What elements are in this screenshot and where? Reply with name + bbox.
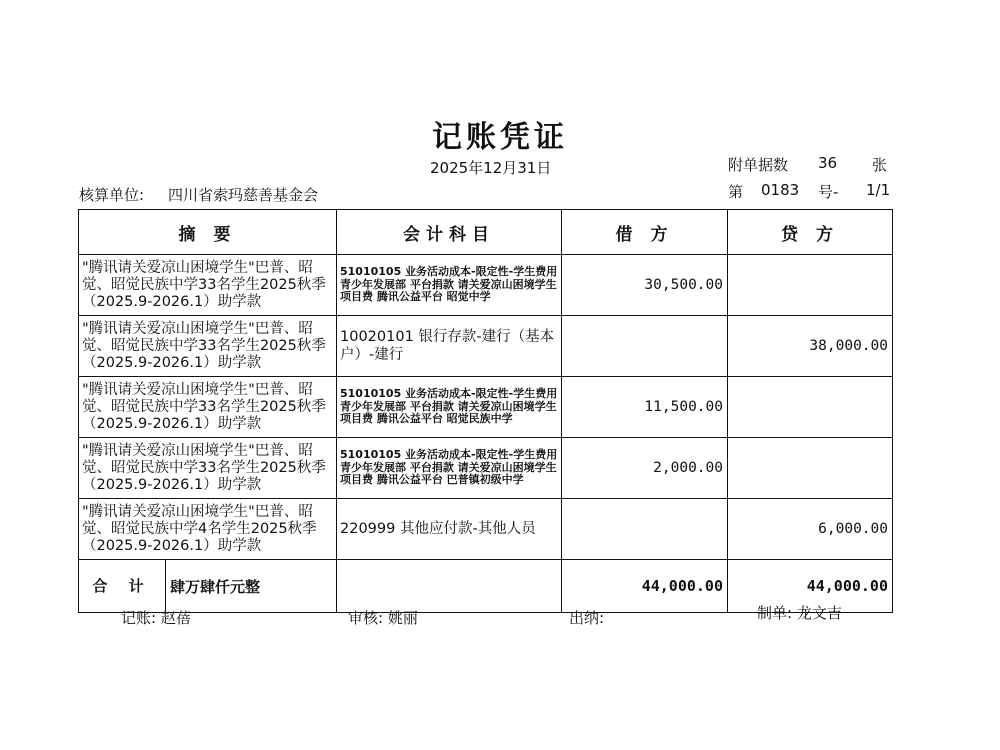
voucher-prefix: 第 xyxy=(728,183,744,201)
attachments-unit: 张 xyxy=(872,156,888,174)
voucher-number: 0183 xyxy=(761,181,800,199)
row-summary: "腾讯请关爱凉山困境学生"巴普、昭觉、昭觉民族中学33名学生2025秋季（2025.9-2026.1）助学款 xyxy=(79,438,337,499)
attachments-label: 附单据数 xyxy=(728,156,789,174)
table-row xyxy=(79,438,893,499)
row-credit: 38,000.00 xyxy=(728,316,893,377)
row-summary: "腾讯请关爱凉山困境学生"巴普、昭觉、昭觉民族中学33名学生2025秋季（2025.9-2026.1）助学款 xyxy=(79,255,337,316)
row-debit: 2,000.00 xyxy=(562,438,728,499)
table-row xyxy=(79,377,893,438)
table-row xyxy=(79,255,893,316)
voucher-suffix: 号- xyxy=(818,183,839,201)
table-row xyxy=(79,499,893,560)
total-debit: 44,000.00 xyxy=(562,560,728,613)
cashier: 出纳: xyxy=(569,609,605,627)
row-account: 51010105 业务活动成本-限定性-学生费用 青少年发展部 平台捐款 请关爱凉山困境学生 项目费 腾讯公益平台 昭觉中学 xyxy=(337,255,562,316)
row-credit xyxy=(728,255,893,316)
row-debit: 30,500.00 xyxy=(562,255,728,316)
row-credit xyxy=(728,377,893,438)
row-account: 51010105 业务活动成本-限定性-学生费用 青少年发展部 平台捐款 请关爱凉山困境学生 项目费 腾讯公益平台 昭觉民族中学 xyxy=(337,377,562,438)
row-debit xyxy=(562,316,728,377)
preparer: 制单: 龙文吉 xyxy=(757,604,842,622)
row-debit xyxy=(562,499,728,560)
total-words: 肆万肆仟元整 xyxy=(170,577,261,596)
total-account-empty xyxy=(337,560,562,613)
reviewer: 审核: 姚丽 xyxy=(348,609,418,627)
col-account: 会计科目 xyxy=(337,210,562,255)
table-header-row xyxy=(79,210,893,255)
voucher-date: 2025年12月31日 xyxy=(430,159,552,177)
unit-label: 核算单位: xyxy=(79,186,145,204)
row-credit: 6,000.00 xyxy=(728,499,893,560)
col-credit: 贷 方 xyxy=(728,210,893,255)
total-label: 合 计 xyxy=(79,560,166,612)
total-cell xyxy=(79,560,337,613)
table-row xyxy=(79,316,893,377)
col-debit: 借 方 xyxy=(562,210,728,255)
total-credit: 44,000.00 xyxy=(728,560,893,613)
row-account: 10020101 银行存款-建行（基本户）-建行 xyxy=(337,316,562,377)
bookkeeper: 记账: 赵蓓 xyxy=(121,609,191,627)
row-credit xyxy=(728,438,893,499)
row-summary: "腾讯请关爱凉山困境学生"巴普、昭觉、昭觉民族中学4名学生2025秋季（2025.9-2026.1）助学款 xyxy=(79,499,337,560)
row-summary: "腾讯请关爱凉山困境学生"巴普、昭觉、昭觉民族中学33名学生2025秋季（2025.9-2026.1）助学款 xyxy=(79,316,337,377)
voucher-page: 1/1 xyxy=(866,181,891,199)
row-account: 51010105 业务活动成本-限定性-学生费用 青少年发展部 平台捐款 请关爱凉山困境学生 项目费 腾讯公益平台 巴普镇初级中学 xyxy=(337,438,562,499)
row-account: 220999 其他应付款-其他人员 xyxy=(337,499,562,560)
row-summary: "腾讯请关爱凉山困境学生"巴普、昭觉、昭觉民族中学33名学生2025秋季（2025.9-2026.1）助学款 xyxy=(79,377,337,438)
voucher-title: 记账凭证 xyxy=(432,120,568,155)
unit-name: 四川省索玛慈善基金会 xyxy=(168,186,319,204)
row-debit: 11,500.00 xyxy=(562,377,728,438)
voucher-table xyxy=(78,209,893,613)
attachments-count: 36 xyxy=(818,154,838,172)
col-summary: 摘 要 xyxy=(79,210,337,255)
